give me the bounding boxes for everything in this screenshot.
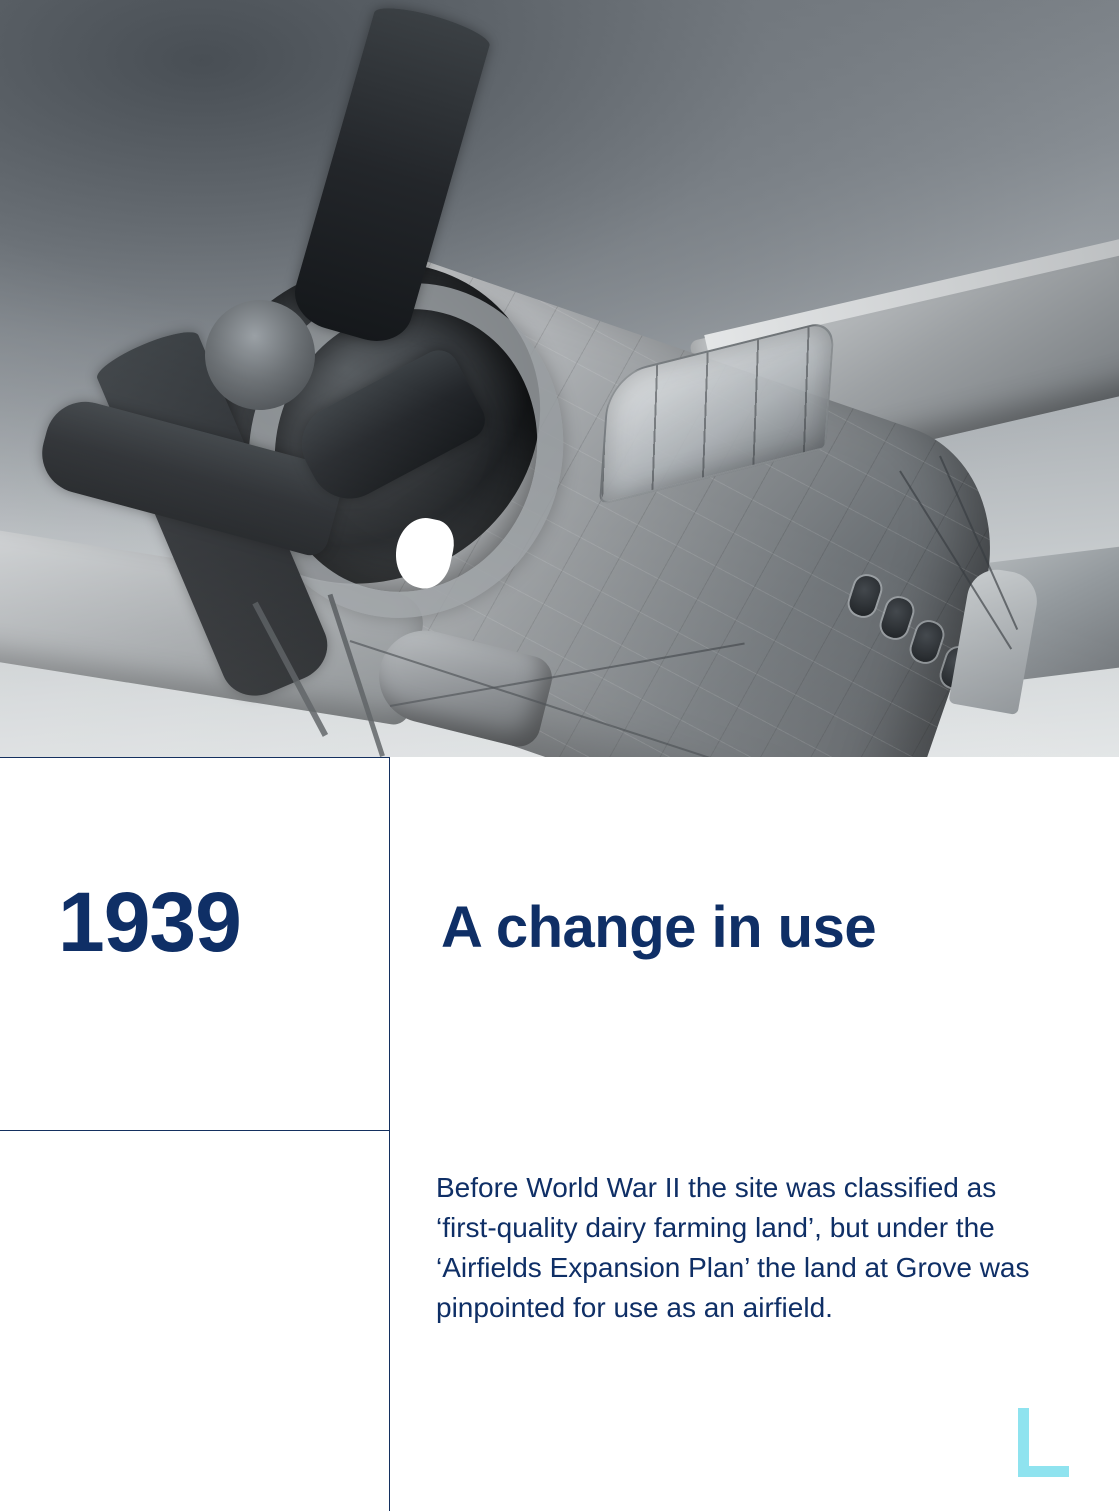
vertical-rule [389, 757, 390, 1511]
body-paragraph: Before World War II the site was classified as ‘first-quality dairy farming land’, but under the ‘Airfields Expansion Plan’ the land at Grove was pinpointed for use as an airfield. [436, 1172, 1030, 1324]
horizontal-rule-top [0, 757, 389, 758]
horizontal-rule-bottom [0, 1130, 389, 1131]
year-label: 1939 [58, 875, 241, 969]
corner-bracket-mark [1018, 1408, 1069, 1477]
page-title: A change in use [441, 895, 877, 960]
